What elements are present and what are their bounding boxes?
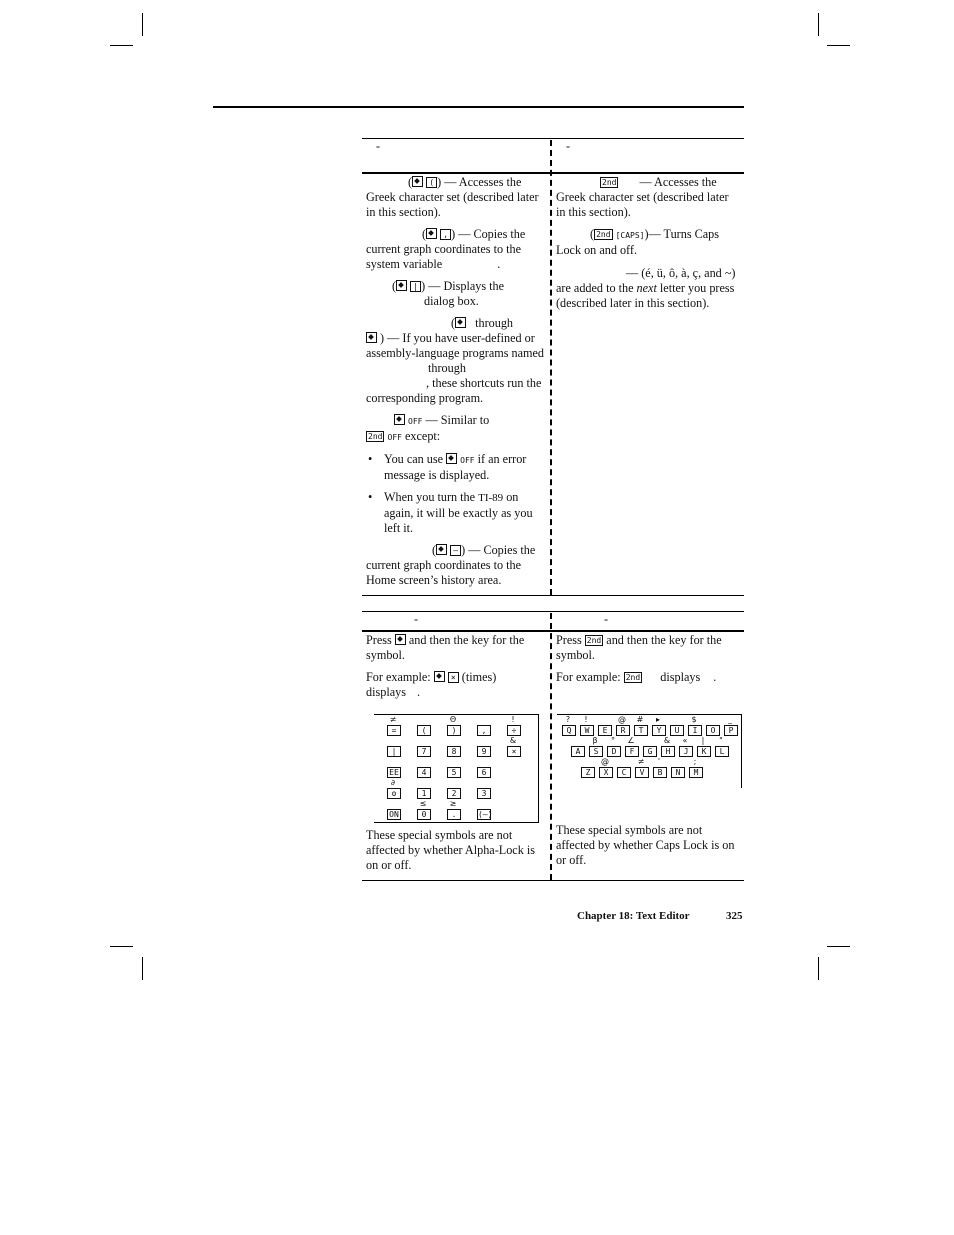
keyboard-key: X (599, 767, 613, 778)
keyboard-symbol: @ (601, 757, 609, 766)
keyboard-symbol: ≤ (419, 799, 427, 808)
keyboard-symbol: ! (584, 715, 588, 724)
keyboard-frame (374, 822, 539, 823)
example-text-right: For example: 2nd displays . (556, 670, 717, 684)
diamond-key-icon (396, 280, 407, 291)
key-icon: , (440, 229, 451, 240)
keyboard-symbol: ≠ (637, 757, 645, 766)
keyboard-key: D (607, 746, 621, 757)
keyboard-symbol: β (592, 736, 598, 745)
keyboard-key: 8 (447, 746, 461, 757)
off-shortcut: OFF — Similar to 2nd OFF except: (368, 413, 490, 443)
keyboard-key: 7 (417, 746, 431, 757)
keyboard-key: L (715, 746, 729, 757)
crop-mark (818, 957, 819, 980)
header-rule (213, 106, 744, 108)
list-item: • When you turn the TI-89 on again, it will be exactly as you left it. (366, 490, 548, 536)
keyboard-key: K (697, 746, 711, 757)
keyboard-key: U (670, 725, 684, 736)
top-left-column (366, 175, 548, 595)
keyboard-key: R (616, 725, 630, 736)
crop-mark (142, 13, 143, 36)
bottom-right-column (556, 633, 738, 692)
greek-shortcut: ( ( ) — Accesses the Greek character set (described later in this section). (366, 175, 539, 219)
greek-shortcut-right: 2nd — Accesses the Greek character set (described later in this section). (556, 175, 729, 219)
keyboard-key: G (643, 746, 657, 757)
press-instruction: Press and then the key for the symbol. (366, 633, 525, 662)
column-divider (550, 140, 552, 595)
key-icon: ( (426, 177, 437, 188)
keyboard-key: ÷ (507, 725, 521, 736)
keyboard-symbol: ▸ (655, 715, 660, 724)
keyboard-key: Y (652, 725, 666, 736)
keyboard-key: , (477, 725, 491, 736)
second-key-icon: 2nd (625, 673, 641, 682)
bottom-left-header: - (414, 612, 419, 626)
keyboard-symbol: ∠ (627, 736, 635, 745)
table-bottom-rule (362, 595, 744, 596)
keyboard-symbol: ° (611, 736, 615, 745)
keyboard-key: | (387, 746, 401, 757)
footer-chapter: Chapter 18: Text Editor (577, 910, 690, 922)
table2-header-rule (362, 630, 744, 632)
table-header-rule (362, 172, 744, 174)
keyboard-key: . (447, 809, 461, 820)
keyboard-key: N (671, 767, 685, 778)
table2-bottom-rule (362, 880, 744, 881)
keyboard-key: B (653, 767, 667, 778)
second-key-icon: 2nd (602, 178, 617, 187)
diamond-key-icon (412, 176, 423, 187)
keyboard-key: P (724, 725, 738, 736)
crop-mark (818, 13, 819, 36)
keyboard-key: 2 (447, 788, 461, 799)
keyboard-symbol: _ (728, 715, 732, 724)
keyboard-symbol: @ (618, 715, 626, 724)
off-key-label: OFF (460, 456, 475, 465)
keyboard-key: E (598, 725, 612, 736)
crop-mark (110, 946, 133, 947)
keyboard-symbol: & (663, 736, 671, 745)
keyboard-key: 5 (447, 767, 461, 778)
example-text: For example: × (times) displays . (366, 670, 497, 699)
keyboard-symbol: # (636, 715, 644, 724)
crop-mark (827, 45, 850, 46)
keyboard-symbol: ' (657, 757, 661, 766)
keyboard-key: ( (417, 725, 431, 736)
keyboard-symbol: | (701, 736, 705, 745)
keyboard-key: 3 (477, 788, 491, 799)
bottom-left-note: These special symbols are not affected by whether Alpha-Lock is on or off. (366, 828, 535, 872)
second-key-icon: 2nd (368, 432, 383, 441)
press-instruction-right: Press 2nd and then the key for the symbol. (556, 633, 722, 662)
keyboard-symbol: ∂ (390, 778, 396, 787)
keyboard-key: Q (562, 725, 576, 736)
keyboard-key: J (679, 746, 693, 757)
crop-mark (827, 946, 850, 947)
accent-shortcut: — (é, ü, ô, à, ç, and ~) are added to the next letter you press (described later in this section). (556, 266, 736, 310)
keyboard-symbol: ? (565, 715, 571, 724)
diamond-key-icon (455, 317, 466, 328)
times-key-icon: × (448, 672, 459, 683)
table-top-rule (362, 138, 744, 139)
top-right-column (556, 175, 738, 318)
keyboard-key: 0 (417, 809, 431, 820)
key-icon: | (410, 281, 421, 292)
keyboard-key: 1 (417, 788, 431, 799)
keyboard-symbol: Θ (449, 715, 457, 724)
diamond-key-icon (434, 671, 445, 682)
keyboard-key: A (571, 746, 585, 757)
second-key-icon: 2nd (586, 636, 602, 645)
top-left-header: - (376, 139, 381, 153)
diamond-key-icon (426, 228, 437, 239)
keyboard-frame (538, 714, 539, 822)
keyboard-symbol: & (509, 736, 517, 745)
bottom-right-note: These special symbols are not affected by whether Caps Lock is on or off. (556, 823, 735, 867)
caps-key-label: [CAPS] (615, 231, 645, 240)
keyboard-key: = (387, 725, 401, 736)
dialog-shortcut: ( | ) — Displays the dialog box. (392, 279, 505, 308)
page-number: 325 (726, 910, 743, 922)
keyboard-key: ) (447, 725, 461, 736)
off-bullets (366, 452, 548, 536)
key-icon: – (450, 545, 461, 556)
table2-top-rule (362, 611, 744, 612)
keyboard-key: ON (387, 809, 401, 820)
keyboard-symbol: " (719, 736, 723, 745)
keyboard-key: V (635, 767, 649, 778)
keyboard-symbol: « (682, 736, 688, 745)
diamond-key-icon (395, 634, 406, 645)
keyboard-symbol: ; (693, 757, 697, 766)
keyboard-key: Z (581, 767, 595, 778)
diamond-key-icon (394, 414, 405, 425)
keyboard-symbol: $ (691, 715, 697, 724)
top-right-header: - (566, 139, 571, 153)
keyboard-key: (–) (478, 810, 493, 819)
bottom-right-header: - (604, 612, 609, 626)
second-key-icon: 2nd (596, 230, 611, 239)
diamond-key-icon (436, 544, 447, 555)
keyboard-key: M (689, 767, 703, 778)
copy-coords-shortcut: ( , ) — Copies the current graph coordinates to the system variable . (366, 227, 526, 271)
bottom-left-column (366, 633, 548, 707)
caps-shortcut: ( 2nd [CAPS])— Turns Caps Lock on and off. (556, 227, 719, 257)
diamond-key-icon (446, 453, 457, 464)
keyboard-key: W (580, 725, 594, 736)
keyboard-key: H (661, 746, 675, 757)
keyboard-key: EE (387, 767, 401, 778)
off-key-label: OFF (408, 417, 423, 426)
crop-mark (142, 957, 143, 980)
keyboard-key: × (507, 746, 521, 757)
column-divider (550, 613, 552, 880)
diamond-key-icon (366, 332, 377, 343)
keyboard-key: 4 (417, 767, 431, 778)
program-shortcut: ( through ) — If you have user-defined or assembly-language programs named through , these shortcuts run the corresponding program. (366, 316, 545, 405)
keyboard-key: I (688, 725, 702, 736)
keyboard-key: 6 (477, 767, 491, 778)
keyboard-key: T (634, 725, 648, 736)
copy-home-shortcut: ( – ) — Copies the current graph coordinates to the Home screen’s history area. (366, 543, 536, 587)
keyboard-symbol: ≥ (449, 799, 457, 808)
keyboard-key: C (617, 767, 631, 778)
keyboard-symbol: ≠ (389, 715, 397, 724)
keyboard-key: F (625, 746, 639, 757)
crop-mark (110, 45, 133, 46)
keyboard-symbol: ! (511, 715, 515, 724)
keyboard-key: S (589, 746, 603, 757)
keyboard-key: O (706, 725, 720, 736)
keyboard-key: ʘ (387, 788, 401, 799)
keyboard-key: 9 (477, 746, 491, 757)
off-key-label: OFF (387, 433, 402, 442)
list-item: • You can use OFF if an error message is displayed. (366, 452, 548, 483)
keyboard-frame (741, 714, 742, 788)
